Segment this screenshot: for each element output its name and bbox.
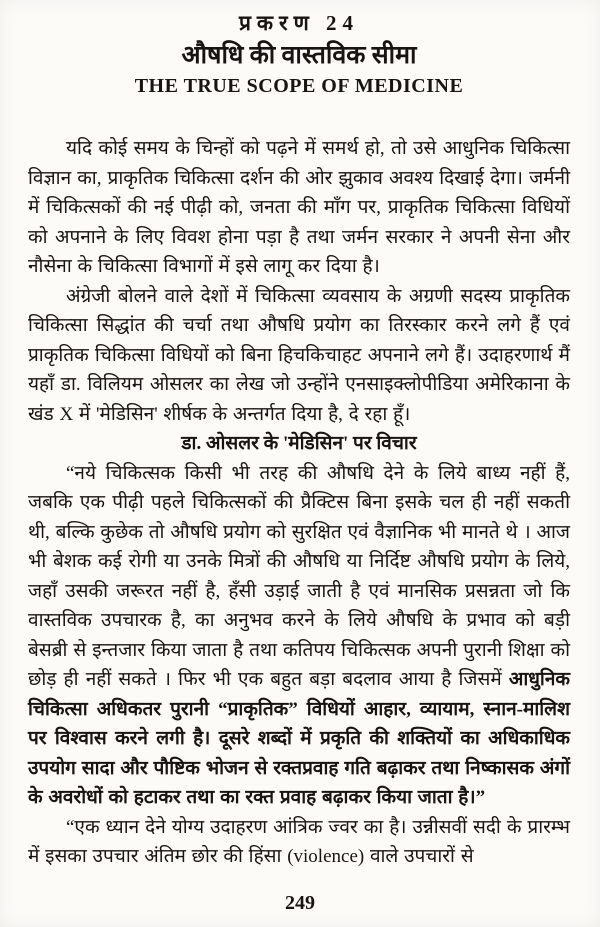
paragraph-3-bold-text: आधुनिक चिकित्सा अधिकतर पुरानी “प्राकृतिक” विधियों आहार, व्यायाम, स्नान-मालिश पर विश्वास करने लगी है। दूसरे शब्दों में प्रकृति की शक्तियों का अधिकाधिक उपयोग सादा और पौष्टिक भोजन से रक्तप्रवाह गति बढ़ाकर तथा निष्कासक अंगों के अवरोधों को हटाकर तथा का रक्त प्रवाह बढ़ाकर किया जाता है।” [28,669,570,808]
page-number: 249 [285,892,315,914]
paragraph-4: “एक ध्यान देने योग्य उदाहरण आंत्रिक ज्वर का है। उन्नीसवीं सदी के प्रारम्भ में इसका उपचार अंतिम छोर की हिंसा (violence) वाले उपचारों से [28,816,570,867]
page-title-hindi: औषधि की वास्तविक सीमा [181,42,417,69]
paragraph-2: अंग्रेजी बोलने वाले देशों में चिकित्सा व्यवसाय के अग्रणी सदस्य प्राकृतिक चिकित्सा सिद्धांत की चर्चा तथा औषधि प्रयोग का तिरस्कार करने लगे हैं एवं प्राकृतिक चिकित्सा विधियों को बिना हिचकिचाहट अपनाने लगे हैं। उदाहरणार्थ मैं यहाँ डा. विलियम ओसलर का लेख जो उन्होंने एनसाइक्लोपीडिया अमेरिकाना के खंड X में 'मेडिसिन' शीर्षक के अन्तर्गत दिया है, दे रहा हूँ। [28,285,570,425]
paragraph-3-normal-text: “नये चिकित्सक किसी भी तरह की औषधि देने के लिये बाध्य नहीं हैं, जबकि एक पीढ़ी पहले चिकित्सकों की प्रैक्टिस बिना इसके चल ही नहीं सकती थी, बल्कि कुछेक तो औषधि प्रयोग को सुरक्षित एवं वैज्ञानिक भी मानते थे । आज भी बेशक कई रोगी या उनके मित्रों की औषधि या निर्दिष्ट औषधि प्रयोग के लिये, जहाँ उसकी जरूरत नहीं है, हँसी उड़ाई जाती है एवं मानसिक प्रसन्नता जो कि वास्तविक उपचारक है, का अनुभव करने के लिये औषधि के प्रभाव को बड़ी बेसब्री से इन्तजार किया जाता है तथा कतिपय चिकित्सक अपनी पुरानी शिक्षा को छोड़ ही नहीं सकते । फिर भी एक बहुत बड़ा बदलाव आया है जिसमें [28,462,570,690]
body-text-block [28,134,570,872]
chapter-label: प्रकरण 24 [238,11,360,35]
section-subheading: डा. ओसलर के 'मेडिसिन' पर विचार [181,433,417,454]
paragraph-3 [28,459,570,813]
page-title-english: THE TRUE SCOPE OF MEDICINE [134,75,464,97]
paragraph-1: यदि कोई समय के चिन्हों को पढ़ने में समर्थ हो, तो उसे आधुनिक चिकित्सा विज्ञान का, प्राकृतिक चिकित्सा दर्शन की ओर झुकाव अवश्य दिखाई देगा। जर्मनी में चिकित्सकों की नई पीढ़ी को, जनता की माँग पर, प्राकृतिक चिकित्सा विधियों को अपनाने के लिए विवश होना पड़ा है तथा जर्मन सरकार ने अपनी सेना और नौसेना के चिकित्सा विभागों में इसे लागू कर दिया है। [28,138,570,277]
